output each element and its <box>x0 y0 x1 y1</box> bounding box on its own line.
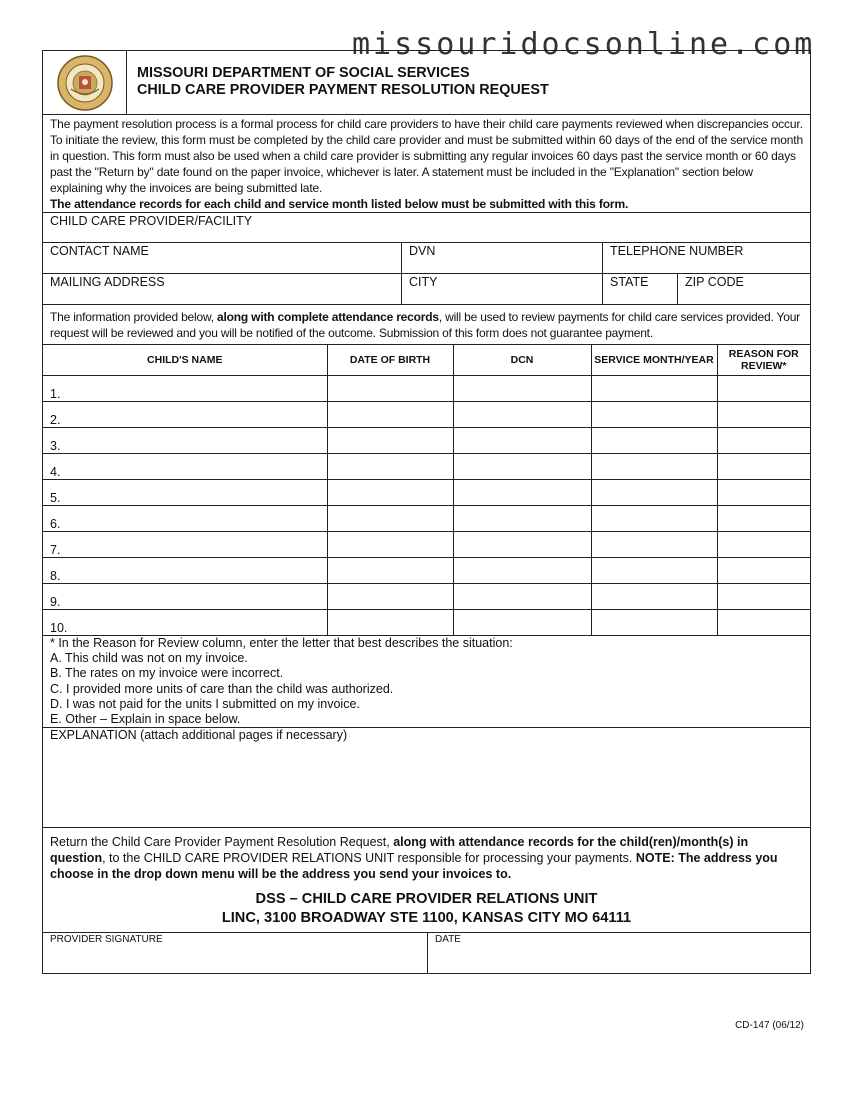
state-seal-cell <box>43 51 127 114</box>
return-text-a: Return the Child Care Provider Payment Resolution Request, <box>50 835 394 850</box>
zip-field[interactable] <box>678 274 810 304</box>
mailing-address-field[interactable] <box>43 274 402 304</box>
contact-name-field[interactable] <box>43 243 402 273</box>
telephone-field[interactable] <box>603 243 810 273</box>
child-name-cell[interactable]: 2. <box>43 402 327 428</box>
reason-cell[interactable] <box>717 506 810 532</box>
intro-text: The payment resolution process is a formal process for child care providers to have their child care payments reviewed when discrepancies occur. To initiate the review, this form must be completed by the child care provider and must be submitted within 60 days of the end of the service month in question. This form must also be used when a child care provider is submitting any regular invoices 60 days past the service month or 60 days past the "Return by" date found on the paper invoice, whichever is later. A statement must be included in the "Explanation" section below explaining why the invoices are being submitted late. <box>50 117 804 195</box>
date-label: DATE <box>435 934 461 946</box>
return-text-b: along with attendance records for the child(ren)/month(s) in question <box>50 835 749 866</box>
city-label: CITY <box>409 275 438 289</box>
telephone-label: TELEPHONE NUMBER <box>610 244 744 258</box>
date-of-birth-cell[interactable] <box>327 454 453 480</box>
reason-b: B. The rates on my invoice were incorrect. <box>50 666 284 681</box>
column-header: DATE OF BIRTH <box>327 345 453 376</box>
date-of-birth-cell[interactable] <box>327 506 453 532</box>
reason-cell[interactable] <box>717 454 810 480</box>
dcn-cell[interactable] <box>453 376 591 402</box>
return-text-c: , to the CHILD CARE PROVIDER RELATIONS UNIT responsible for processing your payments. <box>102 851 636 866</box>
dcn-cell[interactable] <box>453 454 591 480</box>
service-month-cell[interactable] <box>591 402 717 428</box>
children-table-section <box>43 345 810 636</box>
date-of-birth-cell[interactable] <box>327 402 453 428</box>
reason-cell[interactable] <box>717 428 810 454</box>
contact-name-label: CONTACT NAME <box>50 244 149 258</box>
table-row <box>43 532 810 558</box>
table-row <box>43 428 810 454</box>
service-month-cell[interactable] <box>591 454 717 480</box>
dcn-cell[interactable] <box>453 402 591 428</box>
missouri-seal-icon <box>57 55 113 111</box>
table-row <box>43 558 810 584</box>
dcn-cell[interactable] <box>453 584 591 610</box>
reason-c: C. I provided more units of care than the child was authorized. <box>50 681 394 696</box>
dcn-cell[interactable] <box>453 532 591 558</box>
payment-resolution-form <box>42 50 811 974</box>
child-name-cell[interactable]: 5. <box>43 480 327 506</box>
service-month-cell[interactable] <box>591 584 717 610</box>
dcn-cell[interactable] <box>453 480 591 506</box>
child-name-cell[interactable]: 3. <box>43 428 327 454</box>
date-of-birth-cell[interactable] <box>327 532 453 558</box>
date-of-birth-cell[interactable] <box>327 584 453 610</box>
service-month-cell[interactable] <box>591 558 717 584</box>
form-number: CD-147 (06/12) <box>735 1020 804 1031</box>
column-header: DCN <box>453 345 591 376</box>
info-text-bold: along with complete attendance records <box>217 310 439 324</box>
reason-cell[interactable] <box>717 480 810 506</box>
child-name-cell[interactable]: 7. <box>43 532 327 558</box>
reason-cell[interactable] <box>717 558 810 584</box>
table-header-row <box>43 345 810 376</box>
reason-cell[interactable] <box>717 402 810 428</box>
date-of-birth-cell[interactable] <box>327 428 453 454</box>
date-of-birth-cell[interactable] <box>327 610 453 636</box>
reason-d: D. I was not paid for the units I submitted on my invoice. <box>50 696 360 711</box>
service-month-cell[interactable] <box>591 480 717 506</box>
date-of-birth-cell[interactable] <box>327 480 453 506</box>
return-instructions <box>43 828 810 884</box>
child-name-cell[interactable]: 6. <box>43 506 327 532</box>
child-name-cell[interactable]: 1. <box>43 376 327 402</box>
form-header <box>43 51 810 115</box>
table-row <box>43 584 810 610</box>
explanation-label: EXPLANATION (attach additional pages if necessary) <box>50 728 348 743</box>
state-field[interactable] <box>603 274 678 304</box>
info-text-pre: The information provided below, <box>50 310 218 324</box>
column-header: CHILD'S NAME <box>43 345 327 376</box>
table-row <box>43 480 810 506</box>
date-of-birth-cell[interactable] <box>327 558 453 584</box>
child-name-cell[interactable]: 9. <box>43 584 327 610</box>
reason-cell[interactable] <box>717 532 810 558</box>
provider-signature-label: PROVIDER SIGNATURE <box>50 934 163 946</box>
info-text-post: , will be used to review payments for child care services provided. Your request will be reviewed and you will be notified of the outcome. Submission of this form does not guarantee payment. <box>50 310 800 340</box>
mailing-address-block[interactable] <box>43 884 810 932</box>
column-header: REASON FOR REVIEW* <box>717 345 810 376</box>
service-month-cell[interactable] <box>591 376 717 402</box>
intro-bold-text: The attendance records for each child and service month listed below must be submitted with this form. <box>50 197 629 211</box>
child-name-cell[interactable]: 10. <box>43 610 327 636</box>
state-label: STATE <box>610 275 649 289</box>
return-section <box>43 828 810 933</box>
explanation-field[interactable] <box>43 728 810 828</box>
table-row <box>43 402 810 428</box>
reason-e: E. Other – Explain in space below. <box>50 712 241 727</box>
info-section <box>43 305 810 345</box>
provider-label: CHILD CARE PROVIDER/FACILITY <box>50 214 253 228</box>
date-field[interactable] <box>428 933 810 973</box>
dcn-cell[interactable] <box>453 506 591 532</box>
table-row <box>43 506 810 532</box>
dvn-field[interactable] <box>402 243 603 273</box>
address-line-2: LINC, 3100 BROADWAY STE 1100, KANSAS CITY MO 64111 <box>221 910 632 927</box>
dcn-cell[interactable] <box>453 428 591 454</box>
city-field[interactable] <box>402 274 603 304</box>
intro-section <box>43 115 810 213</box>
service-month-cell[interactable] <box>591 506 717 532</box>
table-row <box>43 454 810 480</box>
dcn-cell[interactable] <box>453 610 591 636</box>
reason-a: A. This child was not on my invoice. <box>50 651 248 666</box>
provider-field[interactable] <box>43 213 810 243</box>
service-month-cell[interactable] <box>591 532 717 558</box>
reason-cell[interactable] <box>717 584 810 610</box>
table-row <box>43 610 810 636</box>
mailing-address-label: MAILING ADDRESS <box>50 275 165 289</box>
dvn-label: DVN <box>409 244 436 258</box>
return-text-d: NOTE: The address you choose in the drop down menu will be the address you send your invoices to. <box>50 851 778 882</box>
reason-cell[interactable] <box>717 610 810 636</box>
service-month-cell[interactable] <box>591 610 717 636</box>
date-of-birth-cell[interactable] <box>327 376 453 402</box>
column-header: SERVICE MONTH/YEAR <box>591 345 717 376</box>
reason-codes <box>43 636 810 728</box>
children-table <box>43 345 810 635</box>
child-name-cell[interactable]: 8. <box>43 558 327 584</box>
reason-intro: * In the Reason for Review column, enter the letter that best describes the situation: <box>50 636 513 650</box>
child-name-cell[interactable]: 4. <box>43 454 327 480</box>
table-row <box>43 376 810 402</box>
watermark: missouridocsonline.com <box>352 27 816 62</box>
dcn-cell[interactable] <box>453 558 591 584</box>
form-title: CHILD CARE PROVIDER PAYMENT RESOLUTION REQUEST <box>137 82 549 98</box>
service-month-cell[interactable] <box>591 428 717 454</box>
department-title: MISSOURI DEPARTMENT OF SOCIAL SERVICES <box>137 65 470 81</box>
reason-cell[interactable] <box>717 376 810 402</box>
provider-signature-field[interactable] <box>43 933 428 973</box>
address-line-1: DSS – CHILD CARE PROVIDER RELATIONS UNIT <box>255 891 598 908</box>
zip-label: ZIP CODE <box>685 275 744 289</box>
